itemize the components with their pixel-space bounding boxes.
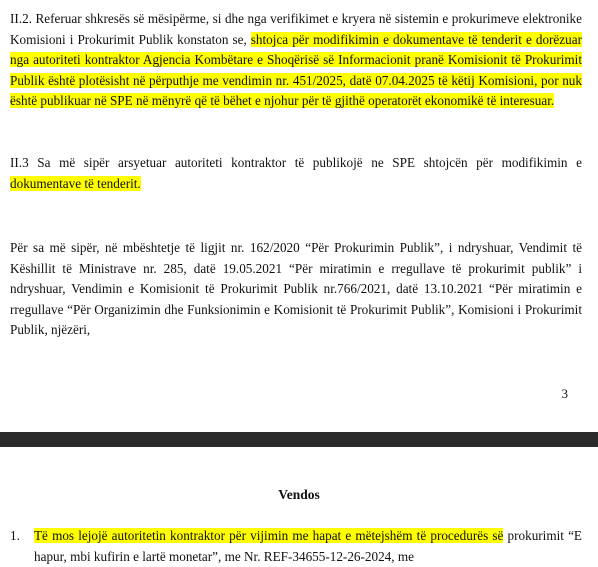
decision-heading: Vendos — [278, 487, 320, 502]
list-item-rest: prokurimit “E hapur, mbi kufirin e lartë monetar”, me Nr. REF-34655-12-26-2024, me — [34, 528, 582, 564]
page-number: 3 — [561, 386, 568, 401]
paragraph-legal-basis: Për sa më sipër, në mbështetje të ligjit nr. 162/2020 “Për Prokurimin Publik”, i ndryshuar, Vendimit të Këshillit të Ministrave nr. 285, datë 19.05.2021 “Për miratimin e rregullave të prokurimit publik” i ndryshuar, Vendimin e Komisionit të Prokurimit Publik nr.766/2021, datë 13.10.2021 “Për miratimin e rregullave “Për Organizimin dhe Funksionimin e Komisionit të Prokurimit Publik”, Komisioni i Prokurimit Publik, njëzëri, — [10, 240, 582, 337]
list-item-highlight: Të mos lejojë autoritetin kontraktor për vijimin me hapat e mëtejshëm të procedurës së — [34, 528, 504, 543]
paragraph-ii3 — [10, 153, 582, 194]
list-item-number: 1. — [10, 528, 20, 543]
document-page-2 — [0, 447, 598, 564]
paragraph-ii2 — [10, 9, 582, 112]
page-separator — [0, 432, 598, 447]
paragraph-ii3-text: II.3 Sa më sipër arsyetuar autoriteti kontraktor të publikojë ne SPE shtojcën për modifikimin e — [10, 155, 582, 170]
paragraph-ii2-prefix: II.2. Referuar shkresës së mësipërme, si dhe nga verifikimet e kryera në sistemin e prokurimeve elektronike Komisioni i Prokurimit Publik konstaton se, — [10, 11, 582, 47]
paragraph-ii2-highlight: shtojca për modifikimin e dokumentave të tenderit e dorëzuar nga autoriteti kontraktor Agjencia Kombëtare e Shoqërisë së Informacionit pranë Komisionit të Prokurimit Publik është plotësisht në përputhje me vendimin nr. 451/2025, datë 07.04.2025 të këtij Komisioni, por nuk është publikuar në SPE në mënyrë që të bëhet e njohur për të gjithë operatorët ekonomikë të interesuar. — [10, 31, 582, 108]
paragraph-ii3-highlight: dokumentave të tenderit. — [10, 175, 141, 191]
